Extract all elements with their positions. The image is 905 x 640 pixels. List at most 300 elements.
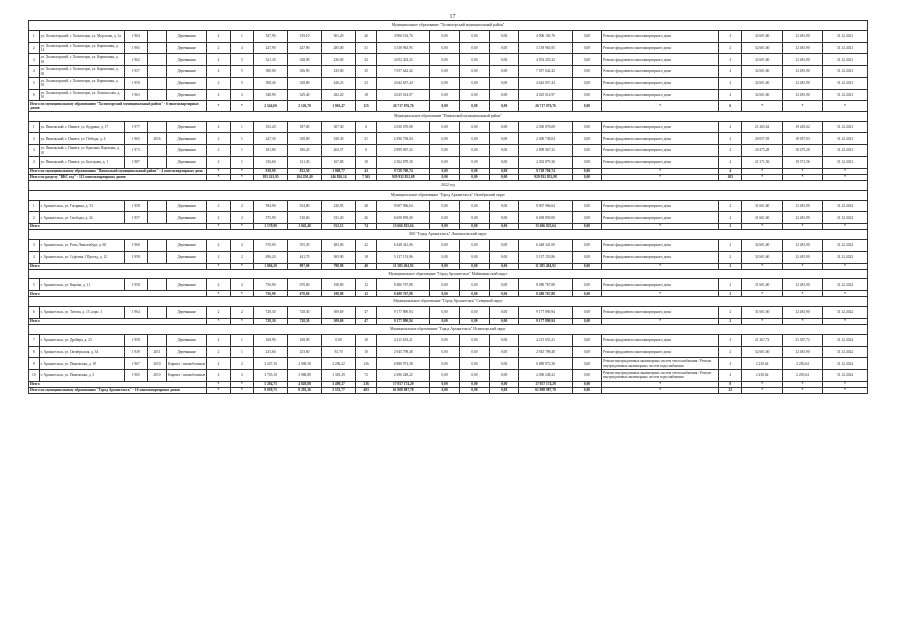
table-cell: 2 [207,157,230,169]
total-label: Итого по муниципальному образованию "Пинежский муниципальный район" - 4 многоквартирных дома [29,168,207,174]
table-cell: 2 [719,42,742,54]
table-cell: 0,00 [460,121,490,133]
table-cell: 0,00 [572,239,602,251]
total-cell: * [823,318,868,324]
table-cell: 31.12.2021 [823,121,868,133]
total-cell: 0,00 [460,318,490,324]
table-cell [147,66,166,78]
table-cell [147,307,166,319]
table-cell: 321,30 [254,54,288,66]
section-header-row [29,269,868,279]
work-type-cell: Ремонт внутридомовых инженерных систем теплоснабжения / Ремонт внутридомовых инженерных систем водоснабжения [602,358,719,370]
address-cell: ул. Пинежский, г. Пинега, ул. Быстрова, д. 1 [39,157,124,169]
table-cell: 0,00 [572,346,602,358]
table-cell: 31.12.2021 [823,89,868,101]
table-cell: 20 475,28 [742,145,782,157]
total-cell: 9 177 890,94 [519,318,572,324]
total-label: Итого [29,224,207,230]
table-cell: 547,90 [254,30,288,42]
table-cell: 4 642 657,44 [519,77,572,89]
table-cell: 1 [230,133,253,145]
work-type-cell: Ремонт фундамента многоквартирного дома [602,200,719,212]
total-label: Итого по муниципальному образованию "Город Архангельск" - 10 многоквартирных домов [29,387,207,393]
total-cell: 7 565 [356,174,377,180]
table-cell: 187,00 [288,121,322,133]
total-cell: 1 066,20 [254,263,288,269]
table-cell: 20 057,03 [742,133,782,145]
work-type-cell: Ремонт фундамента многоквартирного дома [602,212,719,224]
total-cell: * [782,291,822,297]
table-cell: 2 230,64 [782,370,822,382]
table-cell: 2 [719,334,742,346]
table-cell: 19 371,56 [782,157,822,169]
table-cell: 0,00 [460,279,490,291]
total-cell: 146 826,14 [322,174,356,180]
table-cell: 4 906 102,76 [377,30,430,42]
total-cell: 0,00 [572,291,602,297]
work-type-cell: Ремонт фундамента многоквартирного дома [602,42,719,54]
table-cell: 2 302 879,30 [377,157,430,169]
table-cell: Деревянные [167,346,207,358]
table-cell: 555,30 [288,239,322,251]
total-cell: 552,15 [322,224,356,230]
table-cell: 9 177 890,94 [519,307,572,319]
table-cell: 6 880 972,38 [519,358,572,370]
table-cell: 1 958 [124,279,147,291]
total-label: Итого [29,263,207,269]
work-type-cell: Ремонт фундамента многоквартирного дома [602,251,719,263]
table-cell: 0,00 [489,66,519,78]
section-title: Муниципальное образование "Город Архангельск" Северный округ [29,297,868,307]
table-cell: 1 958 [124,334,147,346]
table-cell: 2011 [147,346,166,358]
total-cell: 9 059,75 [254,387,288,393]
table-cell: Деревянные [167,145,207,157]
table-cell: 0,00 [489,307,519,319]
total-cell: * [602,168,719,174]
table-cell [147,157,166,169]
table-cell: 12 481,90 [782,251,822,263]
table-cell: 508,40 [254,77,288,89]
table-cell: 9 007 966,64 [519,200,572,212]
address-cell: ул. Пинежский, г. Пинега, ул. Красных Партизан, д. 10 [39,145,124,157]
table-row [29,251,868,263]
table-cell: 32 601,60 [742,89,782,101]
table-cell: 0,00 [489,133,519,145]
total-cell: 2 544,60 [254,101,288,111]
table-cell: 220,95 [322,200,356,212]
table-cell: 9 177 890,94 [377,307,430,319]
table-cell: 2 496 248,22 [377,370,430,382]
table-cell: 2 [207,307,230,319]
table-cell: 23 [356,77,377,89]
total-cell: 1 963,47 [322,101,356,111]
table-cell: 5 [230,66,253,78]
table-cell: Деревянные [167,66,207,78]
table-row [29,370,868,382]
work-type-cell: Ремонт фундамента многоквартирного дома [602,133,719,145]
table-cell: 12 481,90 [782,66,822,78]
total-cell: 929 932 852,08 [377,174,430,180]
total-cell: * [782,381,822,387]
section-title: Муниципальное образование "Город Архангельск" Майманаксский округ [29,269,868,279]
total-cell: 1 045,40 [288,224,322,230]
work-type-cell: Ремонт фундамента многоквартирного дома [602,334,719,346]
table-cell: 2 [719,30,742,42]
table-cell: 247,30 [254,133,288,145]
section-header-row [29,324,868,334]
total-label: Итого [29,318,207,324]
table-cell: 31.12.2022 [823,358,868,370]
section-title: Муниципальное образование "Город Архангельск" Исакогорский округ [29,324,868,334]
total-cell: * [230,387,253,393]
total-cell: 0,00 [489,263,519,269]
total-cell: * [602,318,719,324]
address-cell: г. Архангельск, ул. Кирова, д. 11 [39,279,124,291]
table-cell: 0,00 [460,42,490,54]
table-cell: 2 [719,212,742,224]
address-cell: г. Архангельск, ул. Гагарина, д. 53 [39,200,124,212]
table-cell [147,279,166,291]
table-cell: 6 448 341,06 [377,239,430,251]
table-cell: 0,00 [572,279,602,291]
table-cell: 365,90 [322,251,356,263]
table-cell: Деревянные [167,121,207,133]
table-cell: Деревянные [167,30,207,42]
table-cell: 92,70 [322,346,356,358]
table-cell: 5 137 153,86 [519,251,572,263]
table-cell: 0,00 [572,307,602,319]
table-cell: Деревянные [167,157,207,169]
work-type-cell: Ремонт фундамента многоквартирного дома [602,121,719,133]
table-cell: 31.12.2021 [823,77,868,89]
table-cell: 5 [29,279,40,291]
total-cell: 0,00 [572,168,602,174]
total-label: Итого по разделу "ВКС год" - 112 многоквартирных домов [29,174,207,180]
table-cell: 18 057,03 [782,133,822,145]
table-cell: 168,90 [254,334,288,346]
table-cell: 21 367,72 [742,334,782,346]
table-cell: 0,00 [430,42,460,54]
total-cell: 3 499,27 [322,381,356,387]
total-cell: * [742,168,782,174]
total-cell: 15 666 825,64 [519,224,572,230]
table-cell: 35 [356,66,377,78]
table-cell: 2 030 076,08 [377,121,430,133]
table-cell: 12 [356,279,377,291]
table-cell: 0,00 [322,334,356,346]
total-cell: 728,30 [288,318,322,324]
table-cell: 31.12.2022 [823,200,868,212]
address-cell: ул. Пинежский, г. Пинега, ул. Кудрина, д. 17 [39,121,124,133]
table-cell: 1 964 [124,30,147,42]
table-cell: 21 265,62 [742,121,782,133]
table-cell [147,145,166,157]
total-cell: 61 908 987,78 [519,387,572,393]
total-cell: 8 480 767,88 [377,291,430,297]
table-cell: 2 [230,358,253,370]
table-cell: 2 [230,89,253,101]
section-title: МО "Город Архангельск" Ломоносовский округ [29,230,868,240]
table-cell: 198,80 [322,279,356,291]
table-cell: 247,90 [288,42,322,54]
table-cell: 2 [719,133,742,145]
table-cell: 22 [356,239,377,251]
table-cell: 1 959 [124,77,147,89]
table-cell: 0,00 [460,133,490,145]
table-cell: 328,90 [288,54,322,66]
total-cell: * [782,101,822,111]
table-row [29,346,868,358]
total-cell: * [207,168,230,174]
total-cell: 12 [356,291,377,297]
total-cell: 8 [719,381,742,387]
table-cell: 2 [719,145,742,157]
table-cell: 233,60 [254,346,288,358]
total-cell: 0,00 [489,387,519,393]
table-cell: 4 [29,251,40,263]
table-cell [147,200,166,212]
table-cell: 2 [719,77,742,89]
table-cell: Деревянные [167,307,207,319]
total-cell: 0,00 [572,101,602,111]
address-cell: ул. Холмогорский, г. Холмогоры, ул. Морозова, д. 1а [39,30,124,42]
total-cell: * [207,291,230,297]
total-cell: 0,00 [430,224,460,230]
table-cell: 534,80 [288,200,322,212]
table-cell: 2 [719,89,742,101]
total-cell: 47 [356,318,377,324]
total-cell: 0,00 [430,174,460,180]
table-cell [147,42,166,54]
table-cell: 3 247,10 [254,358,288,370]
table-cell: 282,20 [322,89,356,101]
table-row [29,89,868,101]
total-cell: 728,30 [254,318,288,324]
total-cell: * [230,224,253,230]
table-cell: 10 [356,334,377,346]
total-cell: 997,00 [288,263,322,269]
table-cell: 2 948,38 [288,358,322,370]
total-row [29,387,868,393]
address-cell: г. Архангельск, ул. Пинежская, д. 5 [39,370,124,382]
table-cell: 2 [29,42,40,54]
table-cell: 31.12.2022 [823,370,868,382]
table-cell [147,212,166,224]
table-cell: 31.12.2021 [823,157,868,169]
table-cell: 2 [719,279,742,291]
total-cell: 0,00 [572,263,602,269]
table-cell: 19 265,62 [782,121,822,133]
table-cell: 31 601,60 [742,307,782,319]
total-cell: 0,00 [430,318,460,324]
total-cell: 5 553,77 [322,387,356,393]
table-cell: 12 481,90 [782,307,822,319]
table-cell: 1 958 [124,251,147,263]
table-cell: 2 [207,358,230,370]
table-cell: 2 [207,279,230,291]
table-cell: Деревянные [167,239,207,251]
table-cell: 0,00 [460,77,490,89]
total-cell: 26 717 076,76 [377,101,430,111]
table-cell: 670,60 [288,279,322,291]
table-cell: 338,00 [288,133,322,145]
table-cell: 0,00 [460,89,490,101]
table-cell: 1 960 [124,239,147,251]
table-cell: 2 [719,157,742,169]
total-cell: 1 170,90 [254,224,288,230]
work-type-cell: Ремонт фундамента многоквартирного дома [602,66,719,78]
table-cell: 594,90 [254,200,288,212]
total-cell: * [823,168,868,174]
total-cell: * [230,318,253,324]
address-cell: ул. Пинежский, г. Пинега, ул. Победы, д. 4 [39,133,124,145]
table-cell: 1 [230,30,253,42]
table-cell: 186,20 [288,145,322,157]
table-cell: Деревянные [167,279,207,291]
table-cell [147,239,166,251]
table-cell: 2 [230,251,253,263]
address-cell: г. Архангельск, ул. Розы Люксембург, д. 60 [39,239,124,251]
total-cell: * [207,381,230,387]
total-cell: * [823,224,868,230]
table-cell: 168,90 [288,334,322,346]
table-cell: 31.12.2021 [823,145,868,157]
table-cell: 2 [230,212,253,224]
table-cell: 348,90 [254,89,288,101]
table-cell: 1 [29,200,40,212]
total-cell: 26 717 076,76 [519,101,572,111]
table-cell: 31 601,60 [742,212,782,224]
total-cell: 2 126,70 [288,101,322,111]
table-cell: 3 158 963,95 [519,42,572,54]
table-cell: 0,00 [572,77,602,89]
table-cell: 2 030 076,08 [519,121,572,133]
repair-schedule-table [28,20,868,394]
total-cell: * [230,168,253,174]
table-cell: 32 601,60 [742,54,782,66]
table-cell: 0,00 [430,251,460,263]
table-cell: Деревянные [167,42,207,54]
table-cell: 6 [29,89,40,101]
table-cell: 10 [356,157,377,169]
table-cell: 0,00 [460,334,490,346]
table-cell: 31.12.2021 [823,66,868,78]
table-cell: 2 [719,307,742,319]
table-cell: 2 [207,77,230,89]
table-cell: 31.12.2022 [823,212,868,224]
table-cell: 6 658 859,00 [377,212,430,224]
total-cell: 0,00 [489,291,519,297]
table-cell: 756,90 [254,279,288,291]
table-cell: 1 965 [124,42,147,54]
table-cell: 4 052 433,32 [377,54,430,66]
table-row [29,145,868,157]
table-cell: 31.12.2022 [823,346,868,358]
table-cell: 2 [207,133,230,145]
table-cell: 0,00 [460,30,490,42]
table-cell: 18 [356,89,377,101]
table-cell: 8 [29,346,40,358]
table-cell: 0,00 [572,157,602,169]
table-cell: Деревянные [167,133,207,145]
table-row [29,77,868,89]
table-cell: 2010 [147,370,166,382]
table-cell: 0,00 [430,66,460,78]
table-cell: 1 987 [124,157,147,169]
table-cell: 0,00 [430,30,460,42]
table-cell: 0,00 [430,307,460,319]
table-cell: Кирпич / шлакоблочные [167,358,207,370]
total-cell: 670,60 [288,291,322,297]
total-cell: 929 932 852,08 [519,174,572,180]
table-cell: 1 [230,145,253,157]
table-cell: 1 973 [124,145,147,157]
table-cell: 483,00 [322,239,356,251]
table-cell: 0,00 [489,334,519,346]
table-cell: 72 [356,370,377,382]
table-cell: Деревянные [167,89,207,101]
total-cell: 236 [356,381,377,387]
section-title: 2022 год [29,180,868,190]
table-cell: 307,30 [322,121,356,133]
section-header-row [29,297,868,307]
work-type-cell: Ремонт фундамента многоквартирного дома [602,145,719,157]
table-cell: 3 158 963,95 [377,42,430,54]
page-number: 17 [449,14,456,20]
total-cell: * [742,224,782,230]
table-cell: 501,20 [322,30,356,42]
table-cell: 2 945 798,48 [519,346,572,358]
table-cell: 2 230,64 [742,370,782,382]
table-cell: 32 601,60 [742,239,782,251]
total-cell: 115 [356,101,377,111]
total-cell: 17 057 174,29 [519,381,572,387]
total-cell: 0,00 [430,263,460,269]
table-cell: 5 [230,77,253,89]
table-cell: 0,00 [489,54,519,66]
table-cell: 21 371,56 [742,157,782,169]
table-cell: 2 [207,30,230,42]
table-cell: Деревянные [167,251,207,263]
total-cell: 403 [356,387,377,393]
total-cell: * [823,387,868,393]
table-cell: 0,00 [489,239,519,251]
total-cell: * [602,387,719,393]
table-cell: 7 057 642,42 [377,66,430,78]
table-cell: 236,00 [322,54,356,66]
table-cell: 2 [230,200,253,212]
table-cell: 0,00 [489,358,519,370]
table-cell: 2 [207,145,230,157]
total-cell: * [230,381,253,387]
total-cell: 0,00 [430,168,460,174]
table-row [29,30,868,42]
table-cell: 330,30 [322,133,356,145]
table-cell: 2 230,64 [742,358,782,370]
table-cell: 21 [356,133,377,145]
table-cell: 9 007 966,64 [377,200,430,212]
section-title: Муниципальное образование "Пинежский муниципальный район" [29,111,868,121]
table-cell: Деревянные [167,77,207,89]
address-cell: г. Архангельск, ул. Свободы, д. 34 [39,212,124,224]
table-cell: 2 [719,358,742,370]
work-type-cell: Ремонт фундамента многоквартирного дома [602,77,719,89]
total-cell: 22 [719,387,742,393]
total-cell: 11 585 494,92 [519,263,572,269]
table-cell: 31 601,60 [742,279,782,291]
total-cell: 0,00 [460,291,490,297]
